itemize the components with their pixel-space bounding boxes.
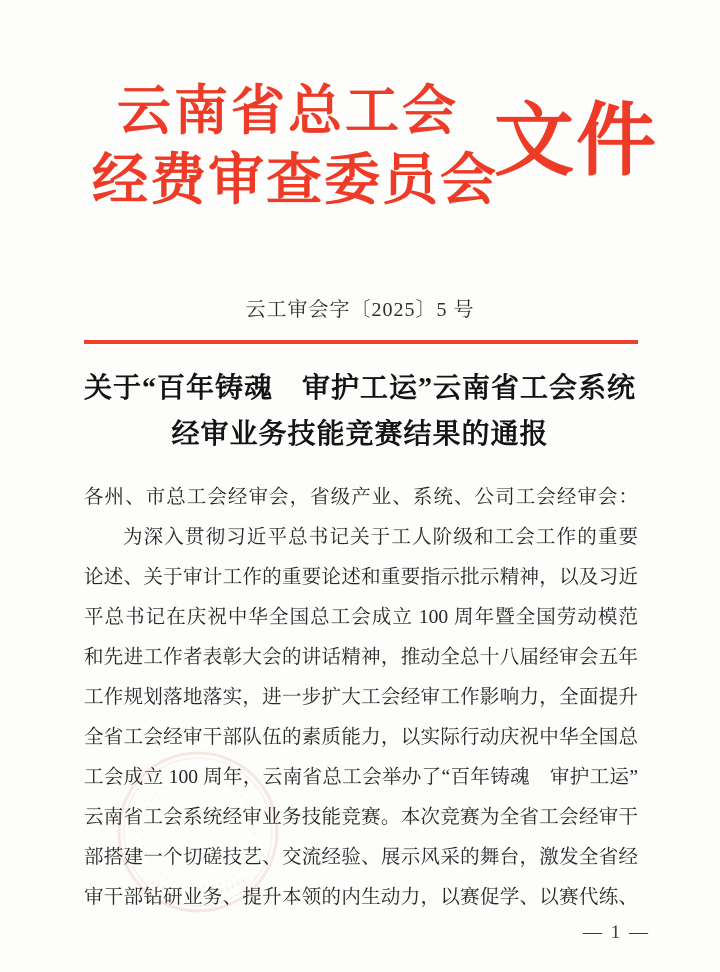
body-line: 全省工会经审干部队伍的素质能力，以实际行动庆祝中华全国总 <box>84 727 638 748</box>
doc-type-label: 文件 <box>494 98 658 186</box>
body-line: 部搭建一个切磋技艺、交流经验、展示风采的舞台，激发全省经 <box>84 847 638 868</box>
body-line: 论述、关于审计工作的重要论述和重要指示批示精神，以及习近 <box>84 567 638 588</box>
page-number: — 1 — <box>583 922 650 943</box>
org-name-line1: 云南省总工会 <box>117 81 459 141</box>
body-text <box>84 478 638 918</box>
title-line-1: 关于“百年铸魂 审护工运”云南省工会系统 <box>83 373 636 404</box>
body-line: 工作规划落地落实，进一步扩大工会经审工作影响力，全面提升 <box>84 687 638 708</box>
body-line: 为深入贯彻习近平总书记关于工人阶级和工会工作的重要 <box>123 527 638 548</box>
document-title <box>30 366 690 458</box>
body-line: 云南省工会系统经审业务技能竞赛。本次竞赛为全省工会经审干 <box>84 807 638 828</box>
red-divider-line <box>84 340 638 344</box>
org-name-line2: 经费审查委员会 <box>92 150 498 212</box>
title-line-2: 经审业务技能竞赛结果的通报 <box>171 419 549 450</box>
body-line: 和先进工作者表彰大会的讲话精神，推动全总十八届经审会五年 <box>84 647 638 668</box>
body-line: 各州、市总工会经审会，省级产业、系统、公司工会经审会： <box>84 487 638 508</box>
body-line: 工会成立 100 周年，云南省总工会举办了“百年铸魂 审护工运” <box>84 767 638 788</box>
body-line: 审干部钻研业务、提升本领的内生动力，以赛促学、以赛代练、 <box>84 887 638 908</box>
body-line: 平总书记在庆祝中华全国总工会成立 100 周年暨全国劳动模范 <box>84 607 638 628</box>
doc-number: 云工审会字〔2025〕5 号 <box>245 299 475 321</box>
